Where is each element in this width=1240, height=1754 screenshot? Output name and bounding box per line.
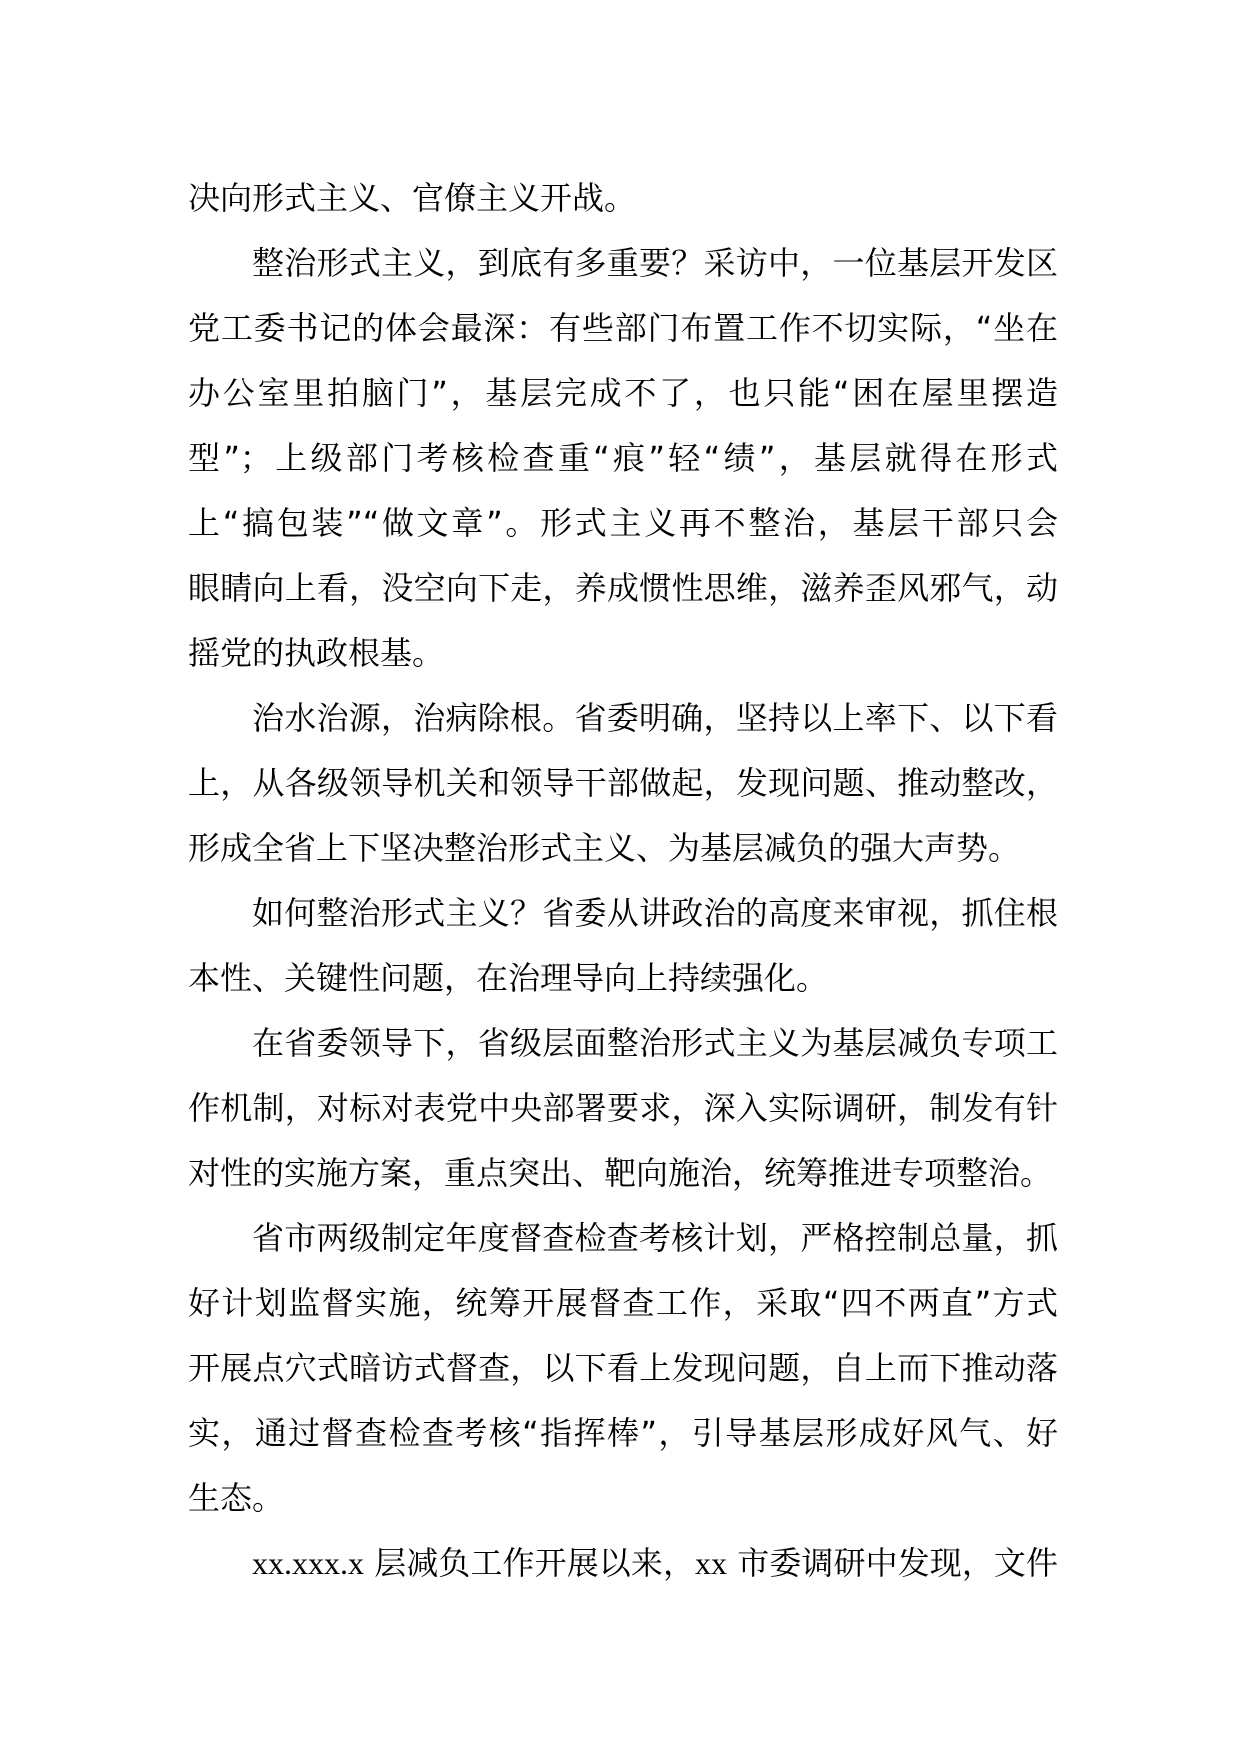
text-run: 市委调研中发现，文件: [727, 1544, 1058, 1582]
text-line: 形成全省上下坚决整治形式主义、为基层减负的强大声势。: [188, 829, 1021, 867]
text-line: 对性的实施方案，重点突出、靶向施治，统筹推进专项整治。: [188, 1154, 1053, 1192]
text-line: 眼睛向上看，没空向下走，养成惯性思维，滋养歪风邪气，动: [188, 569, 1058, 607]
text-line: 上“搞包装”“做文章”。形式主义再不整治，基层干部只会: [188, 504, 1058, 542]
text-line: 治水治源，治病除根。省委明确，坚持以上率下、以下看: [252, 699, 1058, 737]
text-line: 上，从各级领导机关和领导干部做起，发现问题、推动整改，: [188, 764, 1058, 802]
text-run: xx: [695, 1545, 728, 1581]
text-line: 型”；上级部门考核检查重“痕”轻“绩”，基层就得在形式: [188, 439, 1058, 477]
text-line: 决向形式主义、官僚主义开战。: [188, 179, 637, 217]
text-line: 办公室里拍脑门”，基层完成不了，也只能“困在屋里摆造: [188, 374, 1058, 412]
text-line: 本性、关键性问题，在治理导向上持续强化。: [188, 959, 829, 997]
text-line: 省市两级制定年度督查检查考核计划，严格控制总量，抓: [252, 1219, 1058, 1257]
text-line: 摇党的执政根基。: [188, 634, 445, 672]
text-line: 好计划监督实施，统筹开展督查工作，采取“四不两直”方式: [188, 1284, 1058, 1322]
text-run: 层减负工作开展以来，: [364, 1544, 696, 1582]
text-line: 生态。: [188, 1479, 285, 1517]
text-line: 在省委领导下，省级层面整治形式主义为基层减负专项工: [252, 1024, 1058, 1062]
text-line: 整治形式主义，到底有多重要？采访中，一位基层开发区: [252, 244, 1058, 282]
text-line: 作机制，对标对表党中央部署要求，深入实际调研，制发有针: [188, 1089, 1058, 1127]
text-run: xx.xxx.x: [252, 1545, 364, 1581]
text-line: 开展点穴式暗访式督查，以下看上发现问题，自上而下推动落: [188, 1349, 1058, 1387]
text-line: 实，通过督查检查考核“指挥棒”，引导基层形成好风气、好: [188, 1414, 1058, 1452]
text-line: [252, 1533, 1058, 1593]
text-line: 党工委书记的体会最深：有些部门布置工作不切实际，“坐在: [188, 309, 1058, 347]
text-line: 如何整治形式主义？省委从讲政治的高度来审视，抓住根: [252, 894, 1058, 932]
